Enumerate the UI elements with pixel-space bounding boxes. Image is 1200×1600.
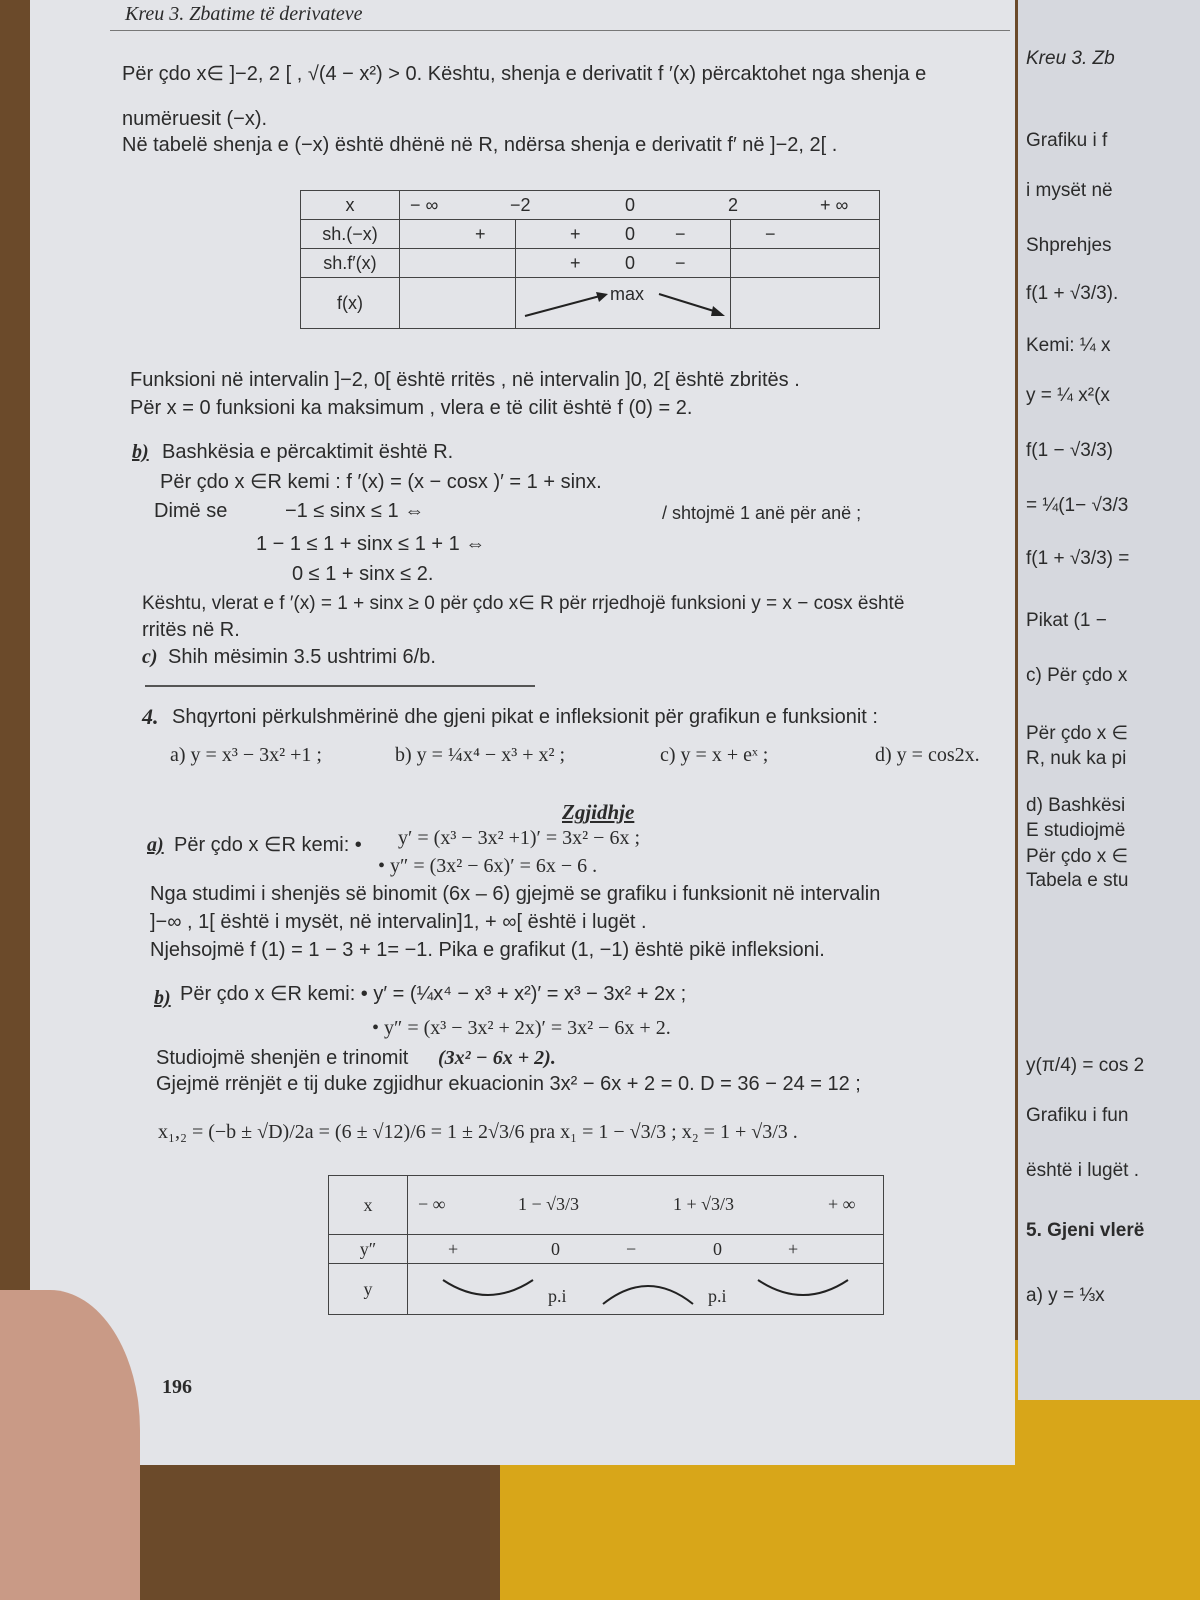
right-line: Grafiku i f <box>1026 130 1108 151</box>
sign-table-2 <box>328 1175 884 1315</box>
text-line: Gjejmë rrënjët e tij duke zgjidhur ekuacionin 3x² − 6x + 2 = 0. D = 36 − 24 = 12 ; <box>156 1073 861 1095</box>
concave-down-icon <box>598 1270 698 1310</box>
table-cell: 0 <box>625 195 636 215</box>
text-line: x₁,₂ = (−b ± √D)/2a = (6 ± √12)/6 = 1 ± 2√3/6 pra x₁ = 1 − √3/3 ; x₂ = 1 + √3/3 . <box>158 1121 798 1143</box>
right-line: E studiojmë <box>1026 820 1126 841</box>
text-line: Për çdo x ∈R kemi: • y′ = (¼x⁴ − x³ + x²)′ = x³ − 3x² + 2x ; <box>180 983 687 1005</box>
text-line: Kështu, vlerat e f ′(x) = 1 + sinx ≥ 0 për çdo x∈ R për rrjedhojë funksioni y = x − cosx është <box>142 593 905 614</box>
text-line: Funksioni në intervalin ]−2, 0[ është rritës , në intervalin ]0, 2[ është zbritës . <box>130 369 800 391</box>
right-line: është i lugët . <box>1026 1160 1140 1181</box>
right-line: i mysët në <box>1026 180 1113 201</box>
text-line: Bashkësia e përcaktimit është R. <box>162 441 454 463</box>
divider <box>515 220 516 248</box>
sign-table-1 <box>300 190 880 329</box>
exercise-item: a) y = x³ − 3x² +1 ; <box>170 744 322 766</box>
table-row <box>408 1235 884 1264</box>
text-line: Nga studimi i shenjës së binomit (6x – 6) gjejmë se grafiku i funksionit në intervalin <box>150 883 881 905</box>
chapter-header: Kreu 3. Zbatime të derivateve <box>125 3 363 25</box>
right-line: Kemi: ¼ x <box>1026 335 1111 356</box>
table-cell: 0 <box>713 1239 722 1259</box>
table-cell: + <box>570 253 581 273</box>
table-cell: p.i <box>708 1286 727 1306</box>
part-label: a) <box>147 834 164 856</box>
row-label: sh.(−x) <box>301 220 400 249</box>
table-cell: −2 <box>510 195 531 215</box>
text-line: (3x² − 6x + 2). <box>438 1047 556 1069</box>
right-line: Grafiku i fun <box>1026 1105 1129 1126</box>
right-line: Pikat (1 − <box>1026 610 1107 631</box>
table-cell: max <box>610 284 645 304</box>
page-number: 196 <box>162 1376 192 1398</box>
table-cell: − <box>765 224 776 244</box>
concave-up-icon <box>438 1270 538 1310</box>
part-label: b) <box>154 987 171 1009</box>
right-line: f(1 + √3/3) = <box>1026 548 1130 569</box>
exercise-item: d) y = cos2x. <box>875 744 980 766</box>
increasing-arrow-icon <box>520 286 615 320</box>
right-line: Për çdo x ∈ <box>1026 846 1129 867</box>
text-line: Për çdo x∈ ]−2, 2 [ , √(4 − x²) > 0. Kështu, shenja e derivatit f ′(x) përcaktohet nga shenja e <box>122 63 927 85</box>
text-line: Studiojmë shenjën e trinomit <box>156 1047 409 1069</box>
part-label: b) <box>132 441 149 463</box>
text-line: Shih mësimin 3.5 ushtrimi 6/b. <box>168 646 436 668</box>
right-line: f(1 − √3/3) <box>1026 440 1113 461</box>
table-cell: − <box>675 224 686 244</box>
text-line: Për çdo x ∈R kemi : f ′(x) = (x − cosx )′ = 1 + sinx. <box>160 471 602 493</box>
table-cell: 1 + √3/3 <box>673 1194 735 1214</box>
table-cell: x <box>301 191 400 220</box>
text-line: Në tabelë shenja e (−x) është dhënë në R, ndërsa shenja e derivatit f′ në ]−2, 2[ . <box>122 134 838 156</box>
row-label: sh.f′(x) <box>301 249 400 278</box>
text-line: y′ = (x³ − 3x² +1)′ = 3x² − 6x ; <box>398 827 641 849</box>
row-label: f(x) <box>301 278 400 329</box>
text-line: −1 ≤ sinx ≤ 1 ⇔ <box>285 500 425 522</box>
table-cell: − ∞ <box>418 1194 446 1214</box>
right-line: f(1 + √3/3). <box>1026 283 1119 304</box>
text-line: / shtojmë 1 anë për anë ; <box>662 503 862 523</box>
right-line: Tabela e stu <box>1026 870 1129 891</box>
right-line: = ¼(1− √3/3 <box>1026 495 1129 516</box>
divider <box>730 220 731 248</box>
table-cell: + <box>448 1239 459 1259</box>
table-cell: + ∞ <box>820 195 849 215</box>
right-line: Për çdo x ∈ <box>1026 723 1129 744</box>
right-line: R, nuk ka pi <box>1026 748 1127 769</box>
table-cell: x <box>329 1176 408 1235</box>
section-rule <box>145 685 535 687</box>
text-line: rritës në R. <box>142 619 240 641</box>
solution-heading: Zgjidhje <box>562 800 635 824</box>
table-header-row <box>400 191 880 220</box>
table-cell: 2 <box>728 195 739 215</box>
right-page <box>1018 0 1200 1400</box>
text-line: Dimë se <box>154 500 228 522</box>
decreasing-arrow-icon <box>655 286 730 320</box>
header-rule <box>110 30 1010 31</box>
right-line: 5. Gjeni vlerë <box>1026 1220 1145 1241</box>
table-cell: 0 <box>625 253 636 273</box>
exercise-item: c) y = x + eˣ ; <box>660 744 769 766</box>
table-cell: p.i <box>548 1286 567 1306</box>
text-line: • y″ = (x³ − 3x² + 2x)′ = 3x² − 6x + 2. <box>372 1017 671 1039</box>
book-page <box>30 0 1015 1465</box>
divider <box>730 249 731 277</box>
text-line: numëruesit (−x). <box>122 108 268 130</box>
right-line: y(π/4) = cos 2 <box>1026 1055 1145 1076</box>
divider <box>730 278 731 328</box>
table-cell: 0 <box>625 224 636 244</box>
right-line: d) Bashkësi <box>1026 795 1126 816</box>
text-line: Njehsojmë f (1) = 1 − 3 + 1= −1. Pika e grafikut (1, −1) është pikë infleksioni. <box>150 939 825 961</box>
text-line: 1 − 1 ≤ 1 + sinx ≤ 1 + 1 ⇔ <box>256 533 486 555</box>
right-line: Kreu 3. Zb <box>1026 48 1115 69</box>
table-row <box>400 220 880 249</box>
table-row <box>408 1264 884 1315</box>
table-cell: + ∞ <box>828 1194 856 1214</box>
text-line: ]−∞ , 1[ është i mysët, në intervalin]1, + ∞[ është i lugët . <box>150 911 647 933</box>
text-line: • y″ = (3x² − 6x)′ = 6x − 6 . <box>378 855 598 877</box>
table-cell: + <box>570 224 581 244</box>
right-line: y = ¼ x²(x <box>1026 385 1110 406</box>
table-cell: 1 − √3/3 <box>518 1194 580 1214</box>
table-cell: + <box>475 224 486 244</box>
exercise-item: b) y = ¼x⁴ − x³ + x² ; <box>395 744 566 766</box>
table-cell: − ∞ <box>410 195 439 215</box>
row-label: y″ <box>329 1235 408 1264</box>
table-cell: + <box>788 1239 799 1259</box>
right-line: c) Për çdo x <box>1026 665 1128 686</box>
divider <box>515 278 516 328</box>
table-cell: − <box>626 1239 637 1259</box>
right-line: Shprehjes <box>1026 235 1112 256</box>
text-line: 0 ≤ 1 + sinx ≤ 2. <box>292 563 434 585</box>
exercise-number: 4. <box>142 704 159 729</box>
right-line: a) y = ⅓x <box>1026 1285 1105 1306</box>
text-line: Për x = 0 funksioni ka maksimum , vlera e të cilit është f (0) = 2. <box>130 397 693 419</box>
table-cell: − <box>675 253 686 273</box>
exercise-title: Shqyrtoni përkulshmërinë dhe gjeni pikat e infleksionit për grafikun e funksionit : <box>172 706 878 728</box>
table-row <box>400 249 880 278</box>
divider <box>515 249 516 277</box>
concave-up-icon <box>753 1270 853 1310</box>
row-label: y <box>329 1264 408 1315</box>
table-row <box>400 278 880 329</box>
table-header-row <box>408 1176 884 1235</box>
text-line: Për çdo x ∈R kemi: • <box>174 834 362 856</box>
part-label: c) <box>142 646 158 668</box>
table-cell: 0 <box>551 1239 560 1259</box>
